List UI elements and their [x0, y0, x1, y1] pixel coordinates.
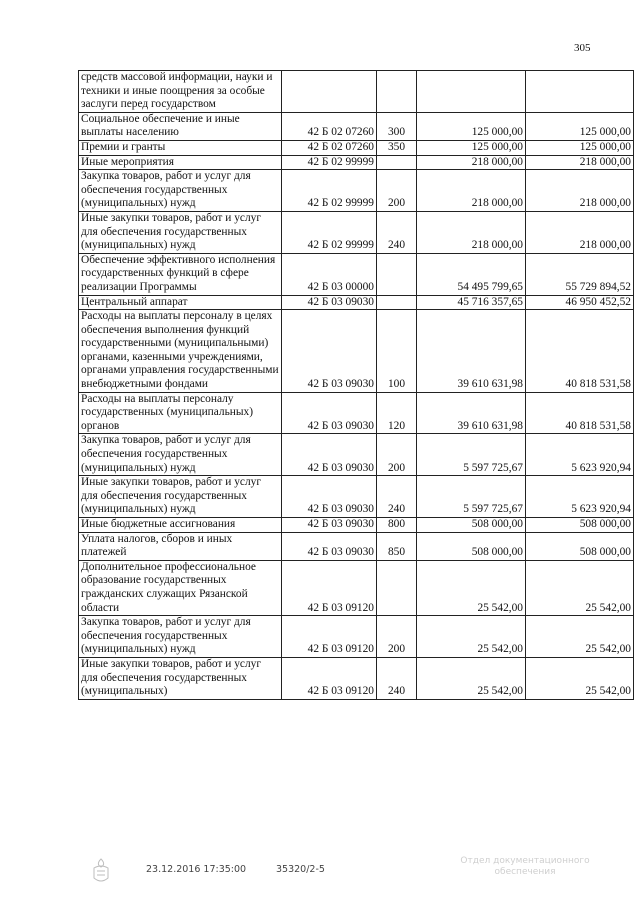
row-name: Центральный аппарат — [79, 295, 282, 310]
row-expense-type — [377, 295, 417, 310]
row-amount-1: 508 000,00 — [417, 518, 526, 533]
table-row — [79, 560, 634, 615]
row-name: Закупка товаров, работ и услуг для обеспечения государственных (муниципальных) нужд — [79, 616, 282, 658]
row-name: Уплата налогов, сборов и иных платежей — [79, 532, 282, 560]
row-amount-2: 125 000,00 — [526, 112, 634, 140]
table-row — [79, 616, 634, 658]
row-expense-type: 100 — [377, 310, 417, 393]
row-expense-type — [377, 253, 417, 295]
row-expense-type: 120 — [377, 392, 417, 434]
row-expense-type: 300 — [377, 112, 417, 140]
row-amount-1: 218 000,00 — [417, 170, 526, 212]
row-name: Социальное обеспечение и иные выплаты населению — [79, 112, 282, 140]
row-name: средств массовой информации, науки и техники и иные поощрения за особые заслуги перед государством — [79, 71, 282, 113]
row-target-code: 42 Б 02 99999 — [282, 155, 377, 170]
row-expense-type — [377, 155, 417, 170]
row-target-code: 42 Б 03 09120 — [282, 616, 377, 658]
row-target-code: 42 Б 02 99999 — [282, 170, 377, 212]
row-name: Закупка товаров, работ и услуг для обеспечения государственных (муниципальных) нужд — [79, 170, 282, 212]
row-name: Премии и гранты — [79, 140, 282, 155]
row-target-code: 42 Б 03 09030 — [282, 518, 377, 533]
watermark-text: Отдел документационного обеспечения — [460, 856, 590, 877]
row-name: Расходы на выплаты персоналу в целях обеспечения выполнения функций государственными (муниципальными) органами, казенными учреждениями, органами управления государственными внебюджетными фондами — [79, 310, 282, 393]
row-amount-1: 54 495 799,65 — [417, 253, 526, 295]
table-row — [79, 434, 634, 476]
table-body — [79, 71, 634, 700]
row-target-code: 42 Б 03 09030 — [282, 392, 377, 434]
row-amount-2: 46 950 452,52 — [526, 295, 634, 310]
row-amount-1: 45 716 357,65 — [417, 295, 526, 310]
table-row — [79, 170, 634, 212]
row-target-code: 42 Б 02 07260 — [282, 140, 377, 155]
row-amount-2: 218 000,00 — [526, 211, 634, 253]
table-row — [79, 295, 634, 310]
row-name: Иные закупки товаров, работ и услуг для обеспечения государственных (муниципальных) — [79, 657, 282, 699]
row-expense-type: 850 — [377, 532, 417, 560]
row-amount-1: 25 542,00 — [417, 560, 526, 615]
row-expense-type: 240 — [377, 211, 417, 253]
row-name: Иные закупки товаров, работ и услуг для обеспечения государственных (муниципальных) нужд — [79, 211, 282, 253]
row-name: Иные бюджетные ассигнования — [79, 518, 282, 533]
table-row — [79, 140, 634, 155]
row-amount-2: 508 000,00 — [526, 532, 634, 560]
row-expense-type: 350 — [377, 140, 417, 155]
row-target-code: 42 Б 03 09030 — [282, 295, 377, 310]
table-row — [79, 310, 634, 393]
row-amount-1: 39 610 631,98 — [417, 310, 526, 393]
page-number: 305 — [574, 42, 591, 54]
row-amount-2: 40 818 531,58 — [526, 310, 634, 393]
row-expense-type: 200 — [377, 170, 417, 212]
row-amount-2: 508 000,00 — [526, 518, 634, 533]
table-row — [79, 532, 634, 560]
row-expense-type: 240 — [377, 657, 417, 699]
budget-table — [78, 70, 634, 700]
table-row — [79, 518, 634, 533]
emblem-stamp-icon — [88, 856, 114, 888]
row-amount-1: 125 000,00 — [417, 140, 526, 155]
row-expense-type: 240 — [377, 476, 417, 518]
row-target-code: 42 Б 02 07260 — [282, 112, 377, 140]
row-amount-2: 218 000,00 — [526, 155, 634, 170]
row-name: Иные закупки товаров, работ и услуг для обеспечения государственных (муниципальных) нужд — [79, 476, 282, 518]
table-row — [79, 155, 634, 170]
table-row — [79, 211, 634, 253]
table-row — [79, 71, 634, 113]
row-name: Закупка товаров, работ и услуг для обеспечения государственных (муниципальных) нужд — [79, 434, 282, 476]
row-amount-2: 25 542,00 — [526, 616, 634, 658]
row-amount-1 — [417, 71, 526, 113]
row-amount-1: 5 597 725,67 — [417, 476, 526, 518]
row-target-code: 42 Б 03 09030 — [282, 532, 377, 560]
row-target-code: 42 Б 03 09120 — [282, 657, 377, 699]
row-target-code — [282, 71, 377, 113]
table-row — [79, 112, 634, 140]
row-target-code: 42 Б 02 99999 — [282, 211, 377, 253]
row-amount-1: 218 000,00 — [417, 211, 526, 253]
row-amount-2: 25 542,00 — [526, 657, 634, 699]
row-amount-2: 5 623 920,94 — [526, 434, 634, 476]
table-row — [79, 392, 634, 434]
row-target-code: 42 Б 03 09030 — [282, 434, 377, 476]
table-row — [79, 476, 634, 518]
row-amount-2: 25 542,00 — [526, 560, 634, 615]
row-expense-type: 800 — [377, 518, 417, 533]
row-amount-2: 218 000,00 — [526, 170, 634, 212]
row-target-code: 42 Б 03 09120 — [282, 560, 377, 615]
row-name: Иные мероприятия — [79, 155, 282, 170]
row-target-code: 42 Б 03 00000 — [282, 253, 377, 295]
row-amount-2: 125 000,00 — [526, 140, 634, 155]
row-name: Расходы на выплаты персоналу государственных (муниципальных) органов — [79, 392, 282, 434]
row-amount-2 — [526, 71, 634, 113]
footer-doc-number: 35320/2-5 — [276, 864, 325, 875]
row-amount-1: 508 000,00 — [417, 532, 526, 560]
table-row — [79, 253, 634, 295]
row-expense-type: 200 — [377, 616, 417, 658]
row-amount-2: 55 729 894,52 — [526, 253, 634, 295]
table-row — [79, 657, 634, 699]
row-target-code: 42 Б 03 09030 — [282, 310, 377, 393]
row-expense-type — [377, 71, 417, 113]
row-amount-2: 5 623 920,94 — [526, 476, 634, 518]
row-amount-1: 218 000,00 — [417, 155, 526, 170]
row-expense-type: 200 — [377, 434, 417, 476]
row-amount-1: 125 000,00 — [417, 112, 526, 140]
row-amount-1: 5 597 725,67 — [417, 434, 526, 476]
row-name: Обеспечение эффективного исполнения государственных функций в сфере реализации Программы — [79, 253, 282, 295]
row-name: Дополнительное профессиональное образование государственных гражданских служащих Рязанской области — [79, 560, 282, 615]
footer-date: 23.12.2016 17:35:00 — [146, 864, 247, 875]
row-amount-1: 25 542,00 — [417, 657, 526, 699]
row-amount-1: 25 542,00 — [417, 616, 526, 658]
row-expense-type — [377, 560, 417, 615]
row-amount-2: 40 818 531,58 — [526, 392, 634, 434]
page-footer — [0, 856, 640, 901]
row-amount-1: 39 610 631,98 — [417, 392, 526, 434]
row-target-code: 42 Б 03 09030 — [282, 476, 377, 518]
